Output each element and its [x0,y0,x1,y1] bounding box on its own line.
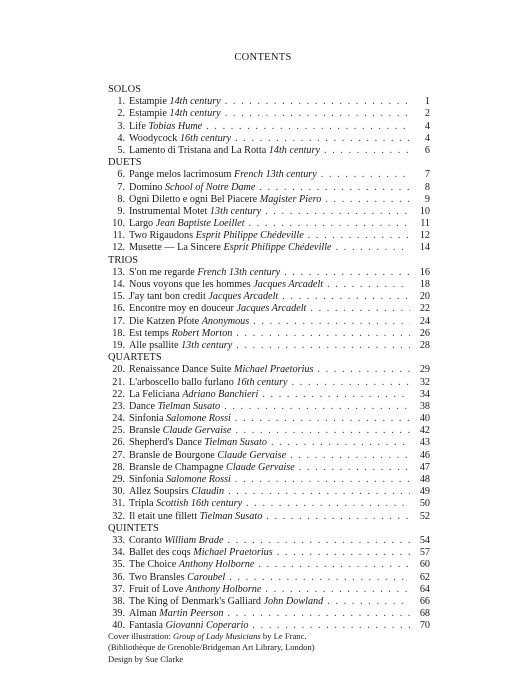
toc-entry[interactable] [108,559,430,571]
page-number: 14 [419,242,430,254]
piece-title: Tripla [129,498,157,510]
dot-leader [225,108,410,120]
page-number: 22 [419,303,430,315]
entry-title [125,108,221,120]
toc-entry[interactable] [108,437,430,449]
piece-title: Estampie [129,108,170,120]
toc-entry[interactable] [108,206,430,218]
page-number: 24 [419,315,430,327]
entry-number: 15. [112,291,125,303]
credit-artwork-title: Group of Lady Musicians [172,631,261,641]
entry-number: 9. [117,205,125,217]
entry-title [125,267,280,279]
dot-leader [235,425,410,437]
page-number: 54 [419,534,430,546]
composer: John Dowland [263,595,324,607]
toc-entry[interactable] [108,486,430,498]
entry-title [125,182,255,194]
entry-title [125,413,231,425]
entry-number: 39. [112,608,125,620]
entry-number: 22. [112,388,125,400]
piece-title: L'arboscello ballo furlano [129,376,237,388]
page-number: 7 [424,169,430,181]
toc-entry[interactable] [108,279,430,291]
piece-title: Largo [129,218,156,230]
entry-number: 8. [117,193,125,205]
dot-leader [246,498,410,510]
page-number: 11 [420,218,430,230]
entry-title [125,340,232,352]
piece-title: Renaissance Dance Suite [129,364,234,376]
piece-title: Sinfonia [129,474,167,485]
dot-leader [228,535,410,547]
composer: William Brade [164,534,224,546]
piece-title: Alman [129,608,160,620]
dot-leader [327,596,410,608]
toc-entry[interactable] [108,413,430,425]
entry-number: 40. [112,620,125,632]
toc-entry[interactable] [108,96,430,108]
section-heading: TRIOS [108,254,139,266]
piece-title: Coranto [129,534,165,546]
piece-title: La Feliciana [129,388,183,400]
section-heading: QUINTETS [108,522,159,534]
entry-title [125,462,295,474]
page-title: CONTENTS [234,52,292,63]
entry-number: 20. [112,364,125,376]
piece-title: Fruit of Love [129,583,186,595]
piece-title: Sinfonia [129,413,167,425]
composer: Tobias Hume [148,120,203,132]
entry-title [125,121,202,133]
dot-leader [249,218,410,230]
entry-number: 5. [117,144,125,156]
entry-title [125,511,262,523]
composer: Caroubel [187,571,226,583]
page-number: 62 [419,571,430,583]
page-number: 26 [419,327,430,339]
composer: Michael Praetorius [233,364,314,376]
dot-leader [265,206,410,218]
piece-title: Ogni Diletto e ogni Bel Piacere [129,193,260,205]
piece-title: Domino [129,181,165,193]
piece-title: Est temps [129,327,172,339]
piece-title: Nous voyons que les hommes [129,279,254,290]
entry-number: 25. [112,425,125,437]
dot-leader [290,450,410,462]
toc-entry[interactable] [108,389,430,401]
entry-number: 12. [112,242,125,254]
dot-leader [225,96,410,108]
composer: Anonymous [201,315,250,327]
page-number: 32 [419,376,430,388]
entry-number: 28. [112,461,125,473]
entry-title [125,96,221,108]
piece-title: Life [129,120,149,132]
dot-leader [262,389,410,401]
toc-entry[interactable] [108,462,430,474]
entry-number: 6. [117,169,125,181]
toc-entry[interactable] [108,194,430,206]
composer: Martin Peerson [159,608,224,620]
entry-title [125,303,306,315]
piece-title: Ballet des coqs [129,547,194,559]
piece-title: Woodycock [129,132,180,144]
entry-title [125,206,261,218]
composer: Tielman Susato [204,437,267,449]
entry-number: 13. [112,266,125,278]
entry-title [125,316,249,328]
entry-title [125,559,254,571]
composer: Claude Gervaise [226,461,295,473]
entry-number: 7. [117,181,125,193]
dot-leader [324,145,410,157]
toc-entry[interactable] [108,291,430,303]
composer: French 13th century [233,169,317,181]
dot-leader [310,303,410,315]
page-number: 46 [419,449,430,461]
piece-title: Encontre moy en douceur [129,303,237,315]
entry-title [125,328,232,340]
toc-entry[interactable] [108,169,430,181]
piece-title: J'ay tant bon credit [129,291,209,303]
page-number: 38 [419,400,430,412]
section-heading: DUETS [108,157,142,169]
page-number: 57 [419,547,430,559]
entry-number: 16. [112,303,125,315]
toc-entry[interactable] [108,303,430,315]
composer: 14th century [268,144,320,156]
entry-title [125,145,320,157]
toc-entry[interactable] [108,340,430,352]
entry-number: 37. [112,583,125,595]
dot-leader [235,133,410,145]
toc-entry[interactable] [108,572,430,584]
composer: Anthony Holborne [185,583,262,595]
entry-title [125,291,278,303]
toc-entry[interactable] [108,230,430,242]
composer: Michael Praetorius [193,547,273,559]
toc-entry[interactable] [108,267,430,279]
page-number: 4 [424,132,430,144]
entry-title [125,364,313,376]
entry-title [125,572,225,584]
page-number: 50 [419,498,430,510]
toc-entry[interactable] [108,242,430,254]
toc-entry[interactable] [108,316,430,328]
composer: Salomone Rossi [166,413,231,425]
entry-title [125,242,332,254]
page-number: 6 [424,144,430,156]
toc-entry[interactable] [108,364,430,376]
toc-entry[interactable] [108,596,430,608]
page-number: 66 [419,595,430,607]
composer: Tielman Susato [157,400,221,412]
piece-title: Pange melos lacrimosum [129,169,234,181]
dot-leader [236,340,410,352]
piece-title: Two Bransles [129,571,188,583]
dot-leader [258,559,410,571]
piece-title: Estampie [129,96,170,108]
dot-leader [317,364,410,376]
toc-entry[interactable] [108,133,430,145]
entry-number: 3. [117,120,125,132]
page-number: 2 [424,108,430,120]
toc-entry[interactable] [108,450,430,462]
entry-number: 35. [112,559,125,571]
page-number: 43 [419,437,430,449]
page-number: 49 [419,486,430,498]
piece-title: Shepherd's Dance [129,437,205,449]
piece-title: Two Rigaudons [129,230,196,242]
cover-illustration-credit [108,631,315,642]
entry-number: 36. [112,571,125,583]
entry-number: 10. [112,218,125,230]
composer: Robert Morton [171,327,233,339]
piece-title: The Choice [129,559,179,571]
toc-entry[interactable] [108,498,430,510]
dot-leader [236,328,410,340]
dot-leader [327,279,410,291]
piece-title: Alle psallite [129,339,182,351]
piece-title: Bransle de Bourgone [129,449,218,461]
piece-title: Fantasia [129,620,166,632]
entry-title [125,169,317,181]
page-number: 20 [419,291,430,303]
piece-title: Il etait une fillett [129,510,200,522]
toc-entry[interactable] [108,121,430,133]
dot-leader [235,474,410,486]
entry-number: 34. [112,547,125,559]
toc-entry[interactable] [108,401,430,413]
entry-number: 23. [112,400,125,412]
entry-number: 14. [112,279,125,290]
dot-leader [277,547,410,559]
toc-entry[interactable] [108,608,430,620]
dot-leader [292,377,410,389]
dot-leader [228,608,410,620]
entry-number: 24. [112,413,125,425]
section-heading: SOLOS [108,84,141,95]
composer: Adriano Banchieri [182,388,259,400]
credit-suffix: by Le Franc. [260,631,307,641]
dot-leader [271,437,410,449]
toc-entry[interactable] [108,474,430,486]
page-number: 28 [419,339,430,351]
composer: 13th century [209,205,262,217]
entry-number: 17. [112,315,125,327]
composer: 16th century [236,376,288,388]
piece-title: Bransle de Champagne [129,461,227,473]
entry-title [125,401,220,413]
entry-title [125,279,323,291]
entry-number: 26. [112,437,125,449]
page-number: 48 [419,474,430,485]
entry-number: 29. [112,474,125,485]
page-number: 4 [424,120,430,132]
composer: French 13th century [197,266,281,278]
dot-leader [265,584,410,596]
entry-title [125,133,231,145]
piece-title: Musette — La Sincere [129,242,224,254]
piece-title: Lamento di Tristana and La Rotta [129,144,269,156]
entry-title [125,218,245,230]
toc-entry[interactable] [108,377,430,389]
composer: Claude Gervaise [162,425,232,437]
composer: Esprit Philippe Chédeville [195,230,304,242]
toc-entry[interactable] [108,547,430,559]
toc-entry[interactable] [108,108,430,120]
composer: Magister Piero [259,193,322,205]
composer: Claude Gervaise [217,449,287,461]
entry-title [125,486,224,498]
entry-title [125,450,286,462]
piece-title: Bransle [129,425,163,437]
page-number: 29 [419,364,430,376]
entry-title [125,547,273,559]
page-number: 16 [419,266,430,278]
piece-title: Instrumental Motet [129,205,210,217]
page-number: 12 [419,230,430,242]
entry-number: 31. [112,498,125,510]
composer: Jacques Arcadelt [208,291,279,303]
piece-title: Allez Soupsirs [129,486,192,498]
composer: 14th century [169,108,221,120]
entry-title [125,194,321,206]
entry-title [125,437,267,449]
page-number: 34 [419,388,430,400]
dot-leader [206,121,410,133]
composer: Salomone Rossi [166,474,231,485]
dot-leader [284,267,410,279]
design-credit: Design by Sue Clarke [108,653,184,664]
composer: Scottish 16th century [156,498,243,510]
page-number: 8 [424,181,430,193]
dot-leader [224,401,410,413]
credit-prefix: Cover illustration: [108,631,173,641]
toc-entry[interactable] [108,145,430,157]
entry-title [125,474,231,486]
entry-title [125,230,304,242]
piece-title: Die Katzen Pfote [129,315,202,327]
dot-leader [266,511,410,523]
dot-leader [321,169,410,181]
dot-leader [325,194,410,206]
credits-block [108,631,315,665]
entry-number: 2. [117,108,125,120]
page-number: 1 [424,96,430,108]
entry-number: 27. [112,449,125,461]
toc-entry[interactable] [108,535,430,547]
piece-title: S'on me regarde [129,266,198,278]
composer: 13th century [181,339,233,351]
entry-number: 4. [117,132,125,144]
piece-title: The King of Denmark's Galliard [129,595,264,607]
section-heading: QUARTETS [108,352,162,364]
dot-leader [259,182,410,194]
composer: Jacques Arcadelt [253,279,324,290]
composer: Giovanni Coperario [165,620,249,632]
dot-leader [228,486,410,498]
page-number: 40 [419,413,430,425]
entry-number: 32. [112,510,125,522]
dot-leader [282,291,410,303]
page-number: 18 [419,279,430,290]
page-number: 68 [419,608,430,620]
composer: Jean Baptiste Loeillet [155,218,245,230]
entry-number: 1. [117,96,125,108]
entry-title [125,535,224,547]
entry-number: 33. [112,534,125,546]
page-number: 9 [424,193,430,205]
page-number: 60 [419,559,430,571]
dot-leader [308,230,410,242]
dot-leader [235,413,410,425]
entry-number: 18. [112,327,125,339]
composer: 14th century [169,96,221,108]
composer: Anthony Holborne [178,559,255,571]
toc-entry[interactable] [108,182,430,194]
entry-number: 19. [112,339,125,351]
page-number: 47 [419,461,430,473]
entry-number: 11. [112,230,125,242]
composer: Claudin [191,486,225,498]
dot-leader [229,572,410,584]
page-number: 10 [419,205,430,217]
entry-title [125,498,242,510]
composer: Jacques Arcadelt [236,303,307,315]
page-number: 52 [419,510,430,522]
entry-number: 38. [112,595,125,607]
library-credit: (Bibliothèque de Grenoble/Bridgeman Art Library, London) [108,642,315,653]
composer: 16th century [179,132,232,144]
toc-entry[interactable] [108,584,430,596]
entry-title [125,608,224,620]
composer: Tielman Susato [199,510,263,522]
dot-leader [299,462,410,474]
entry-number: 30. [112,486,125,498]
piece-title: Dance [129,400,158,412]
toc-entry[interactable] [108,511,430,523]
table-of-contents [108,84,430,632]
dot-leader [253,316,410,328]
toc-entry[interactable] [108,425,430,437]
entry-title [125,596,323,608]
composer: School of Notre Dame [164,181,256,193]
entry-title [125,425,231,437]
toc-entry[interactable] [108,328,430,340]
entry-number: 21. [112,376,125,388]
dot-leader [336,242,410,254]
composer: Esprit Philippe Chédeville [223,242,332,254]
entry-title [125,584,261,596]
toc-entry[interactable] [108,218,430,230]
page-number: 64 [419,583,430,595]
page-number: 70 [419,620,430,632]
entry-title [125,389,258,401]
entry-title [125,377,288,389]
page-number: 42 [419,425,430,437]
